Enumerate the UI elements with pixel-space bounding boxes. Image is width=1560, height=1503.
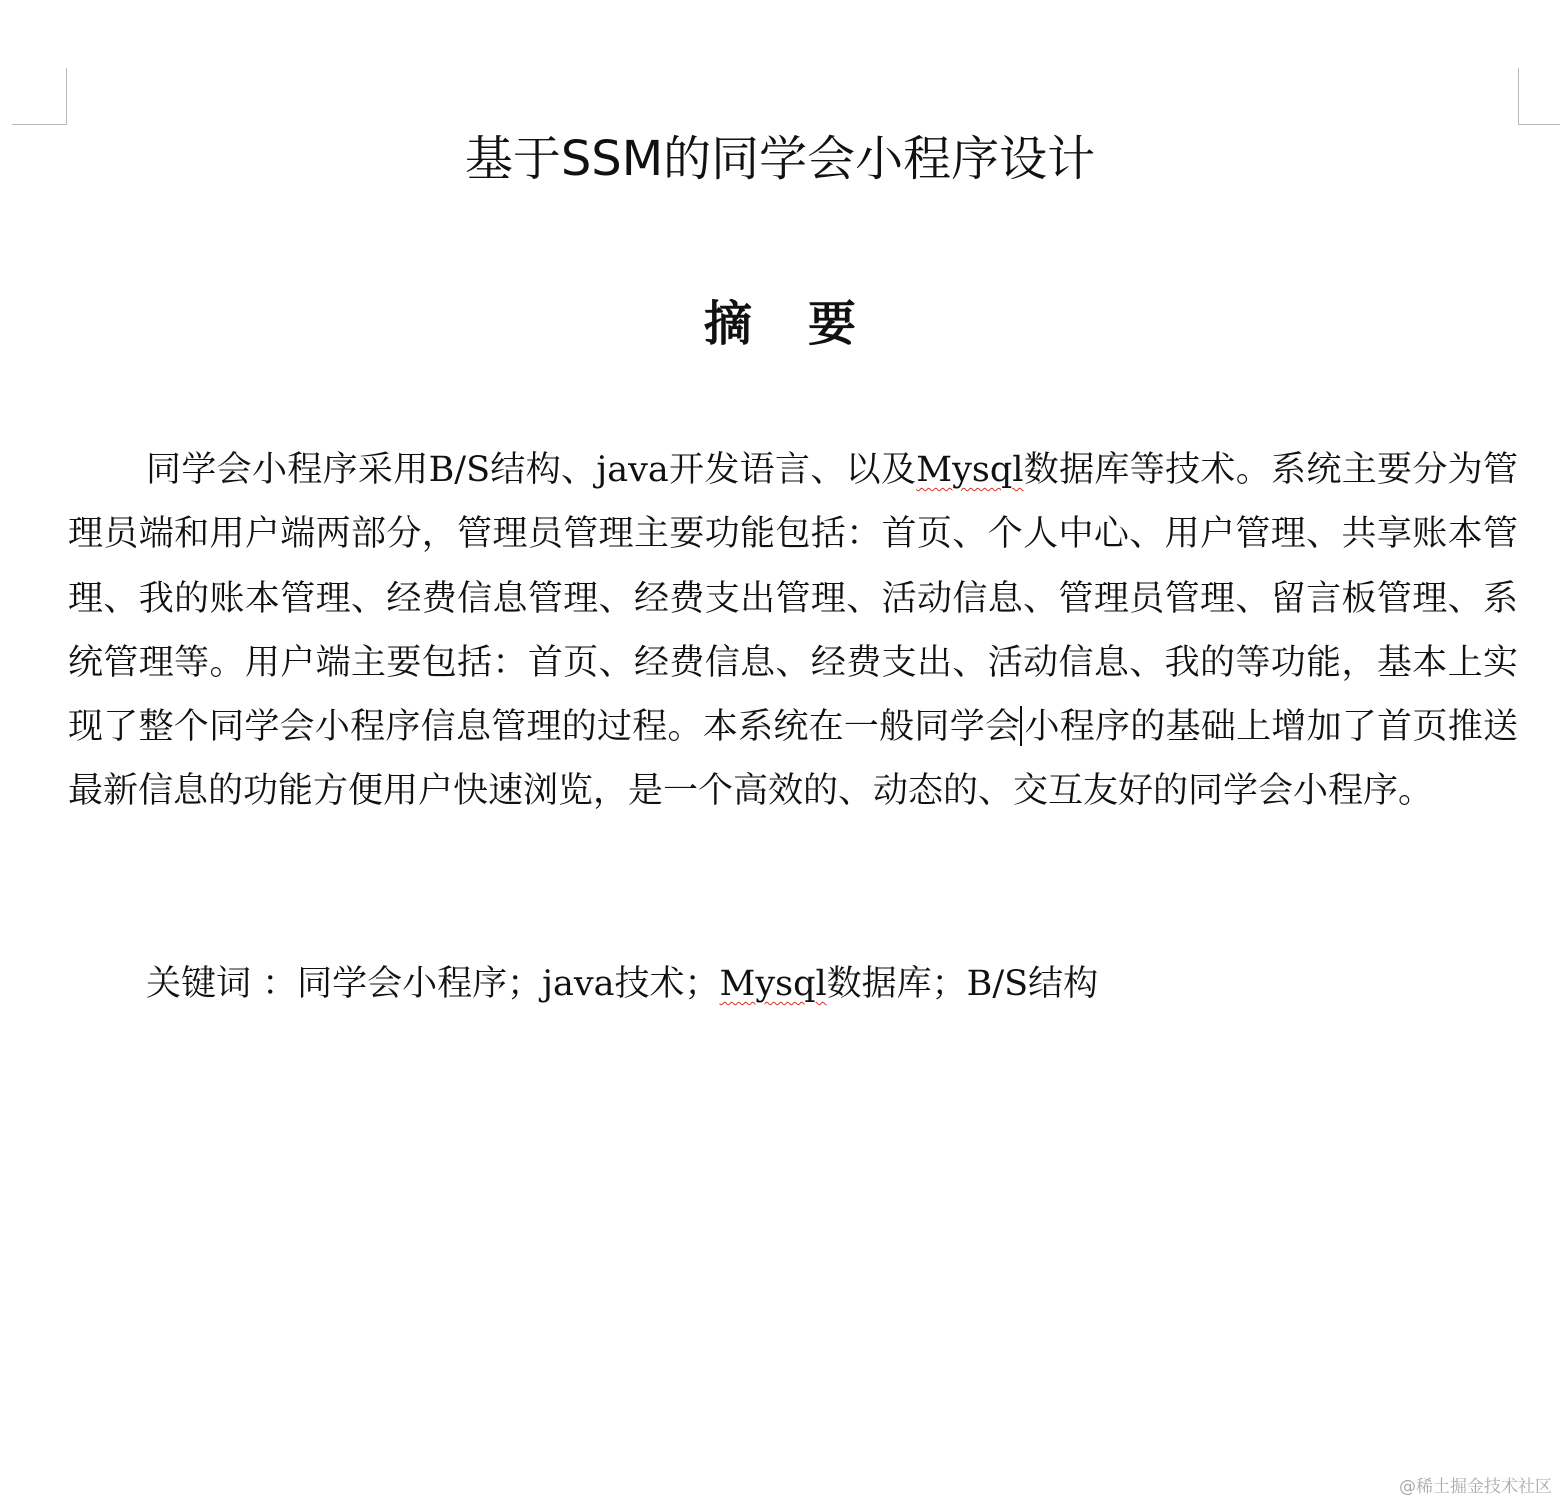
- keywords-line[interactable]: [146, 952, 1098, 1016]
- keywords-text-1: 关键词 ：同学会小程序；java技术；: [146, 964, 720, 1004]
- watermark-text: @稀土掘金技术社区: [1399, 1477, 1552, 1497]
- abstract-heading[interactable]: [0, 290, 1560, 358]
- abstract-text-2: 数据库等技术。系统主要分为管理员端和用户端两部分，管理员管理主要功能包括：首页、个人中心、用户管理、共享账本管理、我的账本管理、经费信息管理、经费支出管理、活动信息、管理员管理、留言板管理、系统管理等。用户端主要包括：首页、经费信息、经费支出、活动信息、我的等功能，基本上实现了整个同学会小程序信息管理的过程。本系统在一般同学会: [68, 450, 1518, 748]
- abstract-text-1: 同学会小程序采用B/S结构、java开发语言、以及: [146, 450, 917, 490]
- document-title[interactable]: 基于SSM的同学会小程序设计: [464, 131, 1096, 187]
- text-cursor: [1020, 706, 1022, 746]
- abstract-paragraph[interactable]: [68, 438, 1518, 824]
- spelling-flag-mysql[interactable]: Mysql: [916, 450, 1024, 490]
- crop-mark-top-left: [12, 68, 67, 125]
- abstract-text-3: 小程序的基础上增加了首页推送最新信息的功能方便用户快速浏览，是一个高效的、动态的、交互友好的同学会小程序。: [68, 707, 1518, 812]
- abstract-heading-char-1: 摘: [703, 296, 752, 352]
- spelling-flag-mysql-keywords[interactable]: Mysql: [719, 964, 827, 1004]
- keywords-text-2: 数据库；B/S结构: [826, 964, 1099, 1004]
- crop-mark-top-right: [1518, 68, 1560, 125]
- abstract-heading-char-2: 要: [808, 296, 857, 352]
